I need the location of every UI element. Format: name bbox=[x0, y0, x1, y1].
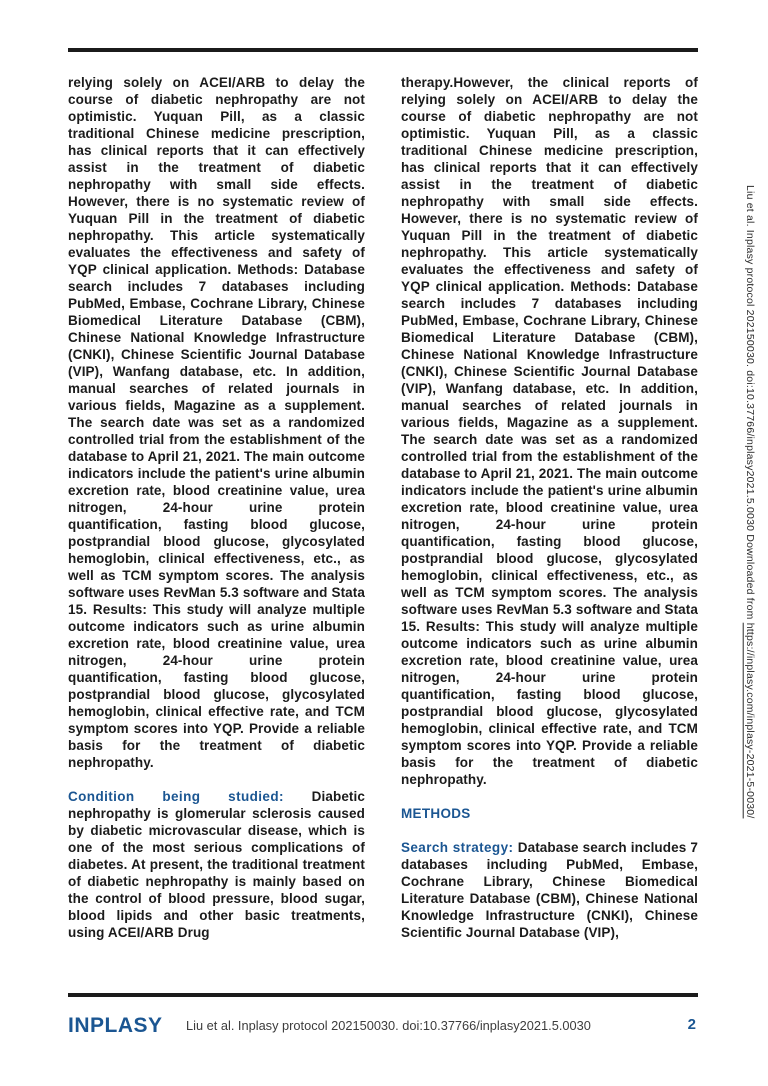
paragraph bbox=[401, 74, 698, 788]
sidebar-rotated-text bbox=[744, 185, 756, 1015]
paragraph-text: Database search includes 7 databases including PubMed, Embase, Cochrane Library, Chinese Biomedical Literature Database (CBM), Chinese National Knowledge Infrastructure (CNKI), Chinese Scientific Journal Database (VIP), bbox=[401, 840, 698, 940]
paragraph-text: therapy.However, the clinical reports of relying solely on ACEI/ARB to delay the course of diabetic nephropathy are not optimistic. Yuquan Pill, as a classic traditional Chinese medicine prescription, has clinical reports that it can effectively assist in the treatment of diabetic nephropathy with small side effects. However, there is no systematic review of Yuquan Pill in the treatment of diabetic nephropathy. This article systematically evaluates the effectiveness and safety of YQP clinical application. Methods: Database search includes 7 databases including PubMed, Embase, Cochrane Library, Chinese Biomedical Literature Database (CBM), Chinese National Knowledge Infrastructure (CNKI), Chinese Scientific Journal Database (VIP), Wanfang database, etc. In addition, manual searches of related journals in various fields, Magazine as a supplement. The search date was set as a randomized controlled trial from the establishment of the database to April 21, 2021. The main outcome indicators include the patient's urine albumin excretion rate, blood creatinine value, urea nitrogen, 24-hour urine protein quantification, fasting blood glucose, postprandial blood glucose, glycosylated hemoglobin, clinical effectiveness, etc., as well as TCM symptom scores. The analysis software uses RevMan 5.3 software and Stata 15. Results: This study will analyze multiple outcome indicators such as urine albumin excretion rate, blood creatinine value, urea nitrogen, 24-hour urine protein quantification, fasting blood glucose, postprandial blood glucose, glycosylated hemoglobin, clinical effective rate, and TCM symptom scores into YQP. Provide a reliable basis for the treatment of diabetic nephropathy. bbox=[401, 75, 698, 787]
sidebar-download-link[interactable]: https://inplasy.com/inplasy-2021-5-0030/ bbox=[744, 622, 756, 819]
page-number: 2 bbox=[687, 1016, 696, 1033]
footer bbox=[68, 1010, 698, 1050]
right-column bbox=[401, 74, 698, 958]
paragraph-text: relying solely on ACEI/ARB to delay the course of diabetic nephropathy are not optimistic. Yuquan Pill, as a classic traditional Chinese medicine prescription, has clinical reports that it can effectively assist in the treatment of diabetic nephropathy with small side effects. However, there is no systematic review of Yuquan Pill in the treatment of diabetic nephropathy. This article systematically evaluates the effectiveness and safety of YQP clinical application. Methods: Database search includes 7 databases including PubMed, Embase, Cochrane Library, Chinese Biomedical Literature Database (CBM), Chinese National Knowledge Infrastructure (CNKI), Chinese Scientific Journal Database (VIP), Wanfang database, etc. In addition, manual searches of related journals in various fields, Magazine as a supplement. The search date was set as a randomized controlled trial from the establishment of the database to April 21, 2021. The main outcome indicators include the patient's urine albumin excretion rate, blood creatinine value, urea nitrogen, 24-hour urine protein quantification, fasting blood glucose, postprandial blood glucose, glycosylated hemoglobin, clinical effectiveness, etc., as well as TCM symptom scores. The analysis software uses RevMan 5.3 software and Stata 15. Results: This study will analyze multiple outcome indicators such as urine albumin excretion rate, blood creatinine value, urea nitrogen, 24-hour urine protein quantification, fasting blood glucose, postprandial blood glucose, glycosylated hemoglobin, clinical effective rate, and TCM symptom scores into YQP. Provide a reliable basis for the treatment of diabetic nephropathy. bbox=[68, 75, 365, 770]
sidebar-citation-text: Liu et al. Inplasy protocol 202150030. doi:10.37766/inplasy2021.5.0030 Downloaded from bbox=[744, 185, 756, 623]
paragraph bbox=[401, 839, 698, 941]
paragraph-text: Diabetic nephropathy is glomerular sclerosis caused by diabetic microvascular disease, which is one of the most serious complications of diabetes. At present, the traditional treatment of diabetic nephropathy is mainly based on the control of blood pressure, blood sugar, blood lipids and other basic treatments, using ACEI/ARB Drug bbox=[68, 789, 365, 940]
two-column-body bbox=[68, 74, 698, 958]
bottom-rule bbox=[68, 993, 698, 997]
paragraph bbox=[68, 788, 365, 941]
top-rule bbox=[68, 48, 698, 52]
paragraph-lead-label: Search strategy: bbox=[401, 840, 518, 855]
section-heading bbox=[401, 805, 698, 822]
inplasy-logo: INPLASY bbox=[68, 1014, 163, 1037]
left-column bbox=[68, 74, 365, 958]
footer-citation: Liu et al. Inplasy protocol 202150030. doi:10.37766/inplasy2021.5.0030 bbox=[186, 1018, 591, 1033]
paragraph bbox=[68, 74, 365, 771]
paragraph-lead-label: Condition being studied: bbox=[68, 789, 312, 804]
section-heading-label: METHODS bbox=[401, 806, 471, 821]
